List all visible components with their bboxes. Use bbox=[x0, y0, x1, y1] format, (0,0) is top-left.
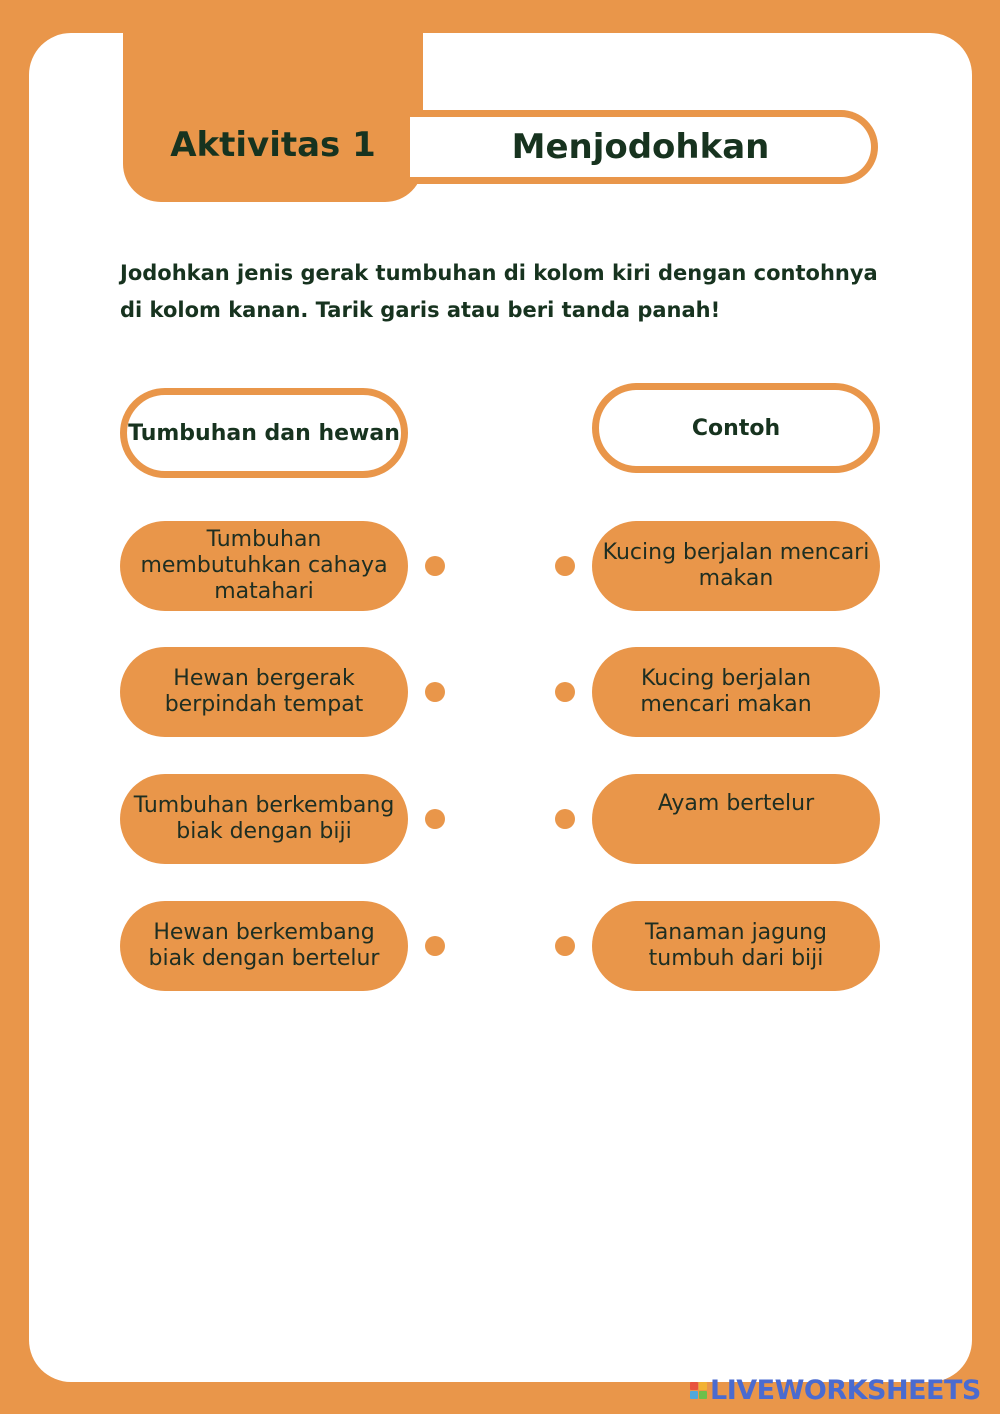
liveworksheets-logo bbox=[690, 1375, 981, 1405]
left-item-3: Tumbuhan berkembang biak dengan biji bbox=[120, 774, 408, 864]
left-column-header: Tumbuhan dan hewan bbox=[120, 388, 408, 478]
left-connector-dot-1[interactable] bbox=[425, 556, 445, 576]
right-column-header: Contoh bbox=[592, 383, 880, 473]
right-item-4: Tanaman jagung tumbuh dari biji bbox=[592, 901, 880, 991]
left-connector-dot-2[interactable] bbox=[425, 682, 445, 702]
instructions: Jodohkan jenis gerak tumbuhan di kolom kiri dengan contohnya di kolom kanan. Tarik garis atau beri tanda panah! bbox=[120, 261, 878, 322]
liveworksheets-logo-icon bbox=[690, 1382, 707, 1399]
left-item-1: Tumbuhan membutuhkan cahaya matahari bbox=[120, 521, 408, 611]
activity-title: Menjodohkan bbox=[410, 110, 878, 184]
right-item-1: Kucing berjalan mencari makan bbox=[592, 521, 880, 611]
right-connector-dot-2[interactable] bbox=[555, 682, 575, 702]
right-connector-dot-3[interactable] bbox=[555, 809, 575, 829]
right-item-2: Kucing berjalan mencari makan bbox=[592, 647, 880, 737]
right-connector-dot-1[interactable] bbox=[555, 556, 575, 576]
right-item-3: Ayam bertelur bbox=[592, 774, 880, 864]
left-item-2: Hewan bergerak berpindah tempat bbox=[120, 647, 408, 737]
left-connector-dot-4[interactable] bbox=[425, 936, 445, 956]
logo-text: LIVEWORKSHEETS bbox=[710, 1374, 981, 1406]
activity-label: Aktivitas 1 bbox=[170, 125, 376, 165]
left-item-4: Hewan berkembang biak dengan bertelur bbox=[120, 901, 408, 991]
right-connector-dot-4[interactable] bbox=[555, 936, 575, 956]
left-connector-dot-3[interactable] bbox=[425, 809, 445, 829]
